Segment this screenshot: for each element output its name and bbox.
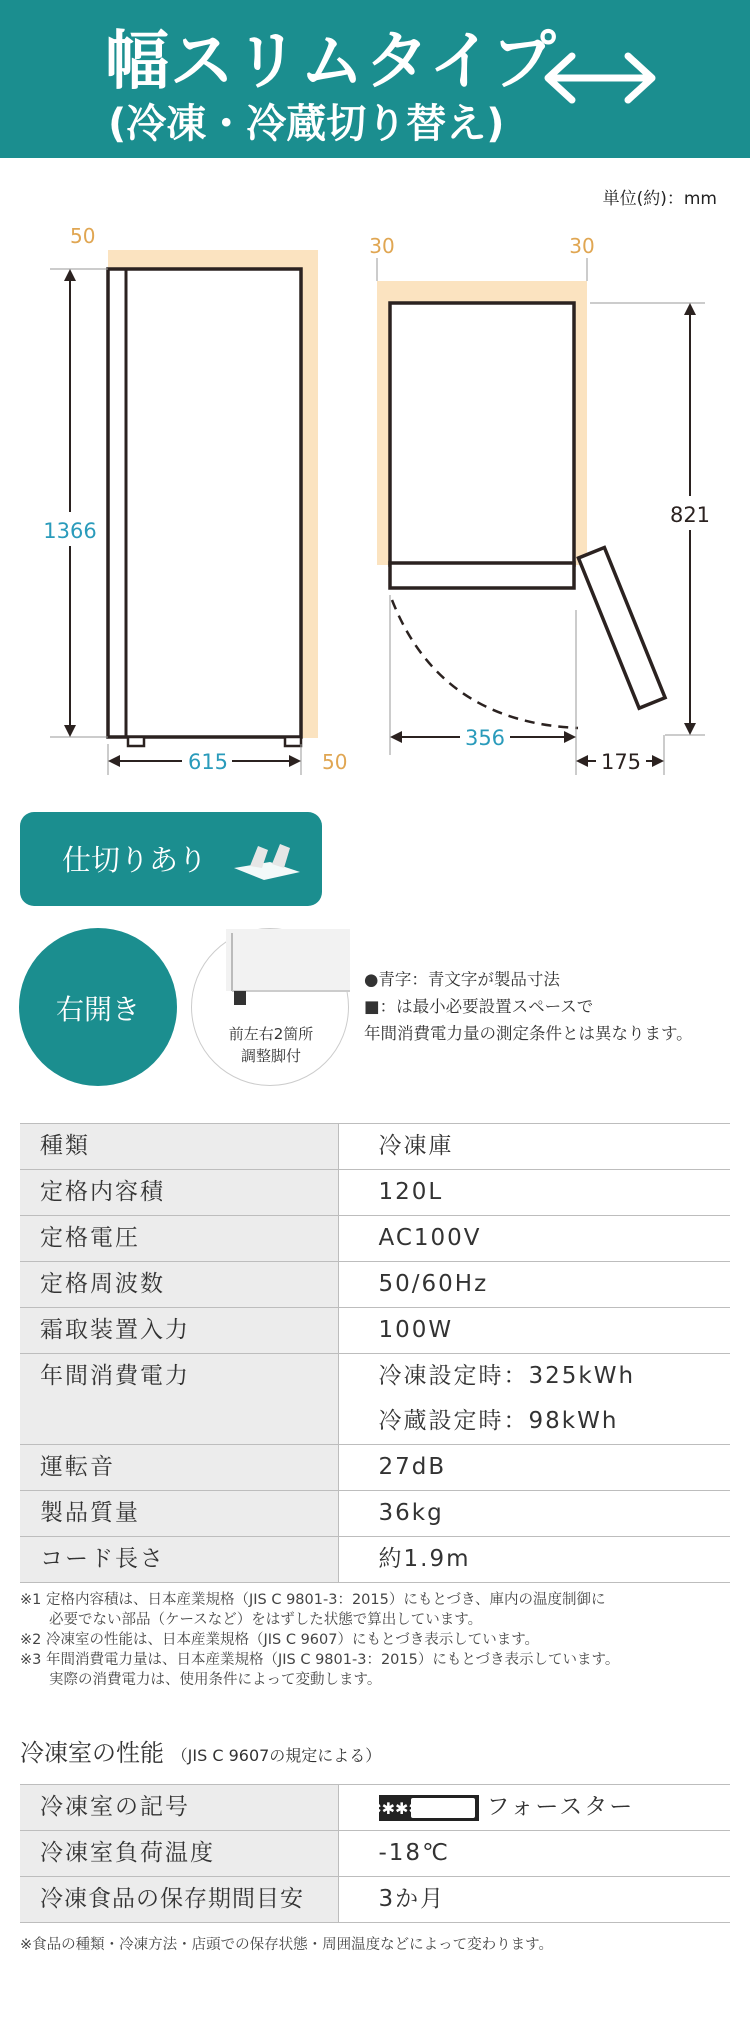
freezer-table [20, 1784, 730, 1923]
spec-value: 冷凍庫 [338, 1124, 730, 1170]
table-row [20, 1785, 730, 1831]
page-title: 幅スリムタイプ [105, 25, 557, 99]
table-row [20, 1831, 730, 1877]
table-row [20, 1491, 730, 1537]
opening-direction-badge [19, 928, 177, 1086]
table-row [20, 1537, 730, 1583]
depth-label: 821 [669, 503, 711, 527]
width-label: 615 [187, 750, 229, 774]
opening-label: 右開き [55, 993, 140, 1026]
spec-key: 年間消費電力 [20, 1354, 338, 1445]
footnotes [20, 1590, 619, 1690]
footnote-line: ※3 年間消費電力量は、日本産業規格（JIS C 9801-3：2015）にもとづき表示しています。 [20, 1652, 620, 1668]
divider-feature-badge [20, 812, 322, 906]
freezer-note: ※食品の種類・冷凍方法・店頭での保存状態・周囲温度などによって変わります。 [20, 1937, 553, 1953]
feet-caption-line-1: 前左右2箇所 [228, 1025, 314, 1043]
freezer-value: -18℃ [338, 1831, 730, 1877]
spec-key: 定格周波数 [20, 1262, 338, 1308]
spec-value: 約1.9m [338, 1537, 730, 1583]
top-clearance-right-label: 30 [569, 234, 595, 258]
table-row [20, 1308, 730, 1354]
door-swing-label: 356 [464, 726, 506, 750]
freezer-key: 冷凍食品の保存期間目安 [20, 1877, 338, 1923]
page-subtitle: (冷凍・冷蔵切り替え) [108, 101, 505, 147]
footnote-line: 実際の消費電力は、使用条件によって変動します。 [20, 1672, 382, 1688]
blue-text-note: ●青字：青文字が製品寸法 [364, 970, 560, 989]
height-label: 1366 [43, 519, 97, 543]
divider-label: 仕切りあり [62, 843, 208, 877]
table-row [20, 1877, 730, 1923]
spec-key: 種類 [20, 1124, 338, 1170]
space-note-2: 年間消費電力量の測定条件とは異なります。 [364, 1024, 693, 1043]
adjustable-feet-badge [191, 928, 349, 1086]
spec-value: AC100V [338, 1216, 730, 1262]
side-clearance-label: 50 [322, 750, 348, 774]
spec-key: 製品質量 [20, 1491, 338, 1537]
front-foot-left [128, 737, 144, 746]
freezer-symbol-label: フォースター [486, 1794, 635, 1820]
header-banner [0, 0, 750, 158]
dimension-diagram [0, 210, 750, 790]
table-row [20, 1445, 730, 1491]
freezer-key: 冷凍室の記号 [20, 1785, 338, 1831]
double-arrow-icon [538, 48, 662, 108]
table-row [20, 1354, 730, 1445]
spec-value-line-2: 冷蔵設定時：98kWh [378, 1408, 619, 1434]
spec-key: 運転音 [20, 1445, 338, 1491]
top-view-door [390, 563, 574, 588]
table-row [20, 1216, 730, 1262]
top-view-body [390, 303, 574, 565]
door-swing-arc [392, 600, 578, 728]
spec-value: 36kg [338, 1491, 730, 1537]
spec-value: 50/60Hz [338, 1262, 730, 1308]
spec-key: 定格内容積 [20, 1170, 338, 1216]
feet-caption-line-2: 調整脚付 [240, 1047, 301, 1065]
spec-key: 定格電圧 [20, 1216, 338, 1262]
unit-note: 単位(約)：mm [602, 189, 717, 209]
freezer-value: 3か月 [338, 1877, 730, 1923]
spec-key: コード長さ [20, 1537, 338, 1583]
table-row [20, 1170, 730, 1216]
svg-text:✱✱✱✱: ✱✱✱✱ [367, 1798, 422, 1818]
footnote-line: ※1 定格内容積は、日本産業規格（JIS C 9801-3：2015）にもとづき、庫内の温度制御に [20, 1592, 606, 1608]
freezer-key: 冷凍室負荷温度 [20, 1831, 338, 1877]
freezer-section-title [20, 1733, 381, 1768]
spec-value: 120L [338, 1170, 730, 1216]
spec-table [20, 1123, 730, 1583]
spec-value-line-1: 冷凍設定時：325kWh [378, 1363, 636, 1389]
front-clearance-top-label: 50 [70, 224, 96, 248]
front-foot-right [285, 737, 301, 746]
open-door [578, 547, 665, 708]
spec-value [338, 1354, 730, 1445]
spec-value: 27dB [338, 1445, 730, 1491]
spec-value: 100W [338, 1308, 730, 1354]
adjustable-foot-icon [192, 929, 350, 1019]
footnote-line: 必要でない部品（ケースなど）をはずした状態で算出しています。 [20, 1612, 483, 1628]
table-row [20, 1262, 730, 1308]
front-view-body [108, 269, 301, 737]
legend-notes [364, 966, 693, 1047]
freezer-title-note: （JIS C 9607の規定による） [171, 1746, 382, 1765]
space-note-1: ■：は最小必要設置スペースで [364, 997, 594, 1016]
footnote-line: ※2 冷凍室の性能は、日本産業規格（JIS C 9607）にもとづき表示しています。 [20, 1632, 540, 1648]
four-star-freezer-icon [367, 1795, 479, 1821]
top-clearance-left-label: 30 [369, 234, 395, 258]
door-extra-label: 175 [600, 750, 642, 774]
spec-key: 霜取装置入力 [20, 1308, 338, 1354]
shelf-divider-icon [230, 842, 302, 882]
freezer-title: 冷凍室の性能 [20, 1739, 164, 1767]
table-row [20, 1124, 730, 1170]
freezer-value [338, 1785, 730, 1831]
